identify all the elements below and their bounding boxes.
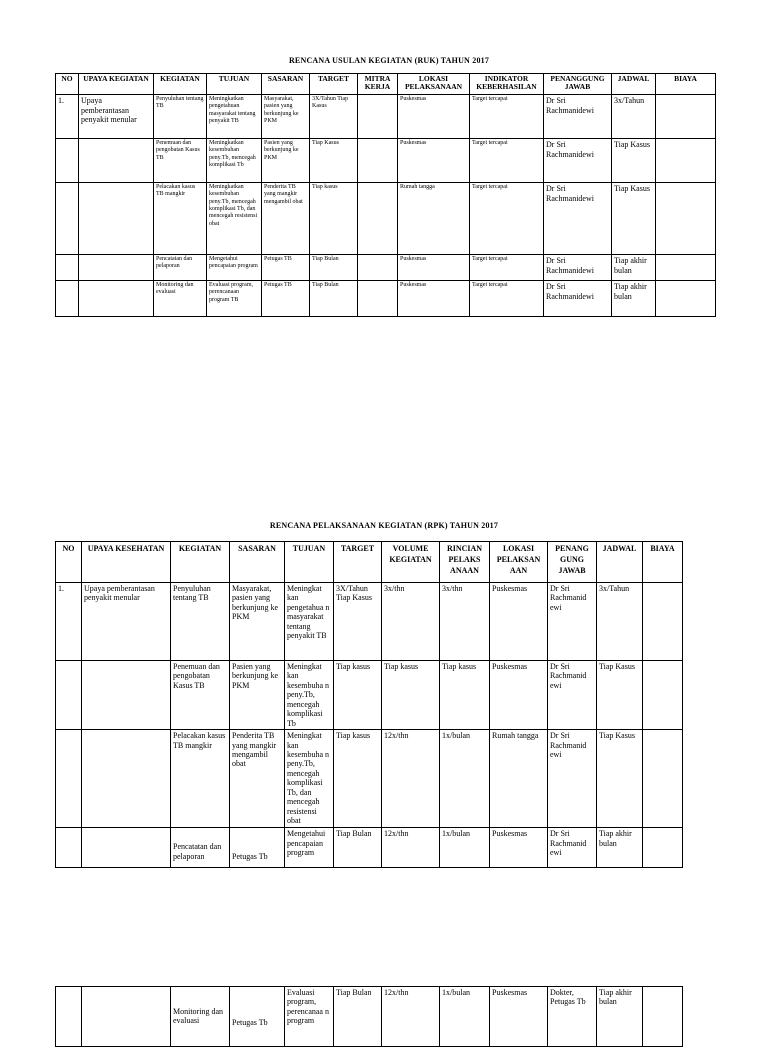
rincian-cell: 1x/bulan — [440, 987, 490, 1047]
rpk-header-cell: PENANG GUNG JAWAB — [548, 542, 597, 583]
rpk-table — [55, 541, 683, 868]
row-number: 1. — [56, 583, 82, 661]
table-row — [56, 183, 716, 255]
mitra-cell — [358, 281, 398, 317]
upaya-cell — [82, 987, 171, 1047]
volume-cell: 3x/thn — [382, 583, 440, 661]
sasaran-cell: Petugas Tb — [230, 987, 285, 1047]
jadwal-cell: Tiap Kasus — [597, 730, 643, 828]
sasaran-cell: Pasien yang berkunjung ke PKM — [262, 139, 310, 183]
rincian-cell: 3x/thn — [440, 583, 490, 661]
pj-cell: Dr Sri Rachmanid ewi — [548, 828, 597, 868]
biaya-cell — [643, 828, 683, 868]
table-row — [56, 828, 683, 868]
kegiatan-cell: Monitoring dan evaluasi — [171, 987, 230, 1047]
table-row — [56, 139, 716, 183]
kegiatan-cell: Pencatatan dan pelaporan — [154, 255, 207, 281]
upaya-cell — [79, 139, 154, 183]
tujuan-cell: Mengetahui pencapaian program — [285, 828, 334, 868]
target-cell: Tiap Bulan — [310, 281, 358, 317]
target-cell: Tiap kasus — [310, 183, 358, 255]
jadwal-cell: 3x/Tahun — [597, 583, 643, 661]
indikator-cell: Target tercapai — [470, 139, 544, 183]
jadwal-cell: Tiap akhir bulan — [612, 281, 656, 317]
biaya-cell — [656, 95, 716, 139]
jadwal-cell: Tiap Kasus — [612, 139, 656, 183]
volume-cell: Tiap kasus — [382, 661, 440, 730]
target-cell: 3X/Tahun Tiap Kasus — [334, 583, 382, 661]
pj-cell: Dr Sri Rachmanid ewi — [548, 661, 597, 730]
tujuan-cell: Meningkatkan kesembuhan peny.Tb, mencegah komplikasi Tb, dan mencegah resistensi obat — [207, 183, 262, 255]
upaya-cell — [79, 183, 154, 255]
upaya-cell — [82, 730, 171, 828]
rpk-header-cell: LOKASI PELAKSAN AAN — [490, 542, 548, 583]
target-cell: Tiap Bulan — [310, 255, 358, 281]
kegiatan-cell: Pencatatan dan pelaporan — [171, 828, 230, 868]
jadwal-cell: Tiap Kasus — [612, 183, 656, 255]
ruk-header-cell: UPAYA KEGIATAN — [79, 74, 154, 95]
row-number — [56, 183, 79, 255]
ruk-header-cell: TUJUAN — [207, 74, 262, 95]
tujuan-cell: Mengetahui pencapaian program — [207, 255, 262, 281]
kegiatan-cell: Penemuan dan pengobatan Kasus TB — [154, 139, 207, 183]
rpk-header-cell: KEGIATAN — [171, 542, 230, 583]
upaya-cell — [82, 661, 171, 730]
rpk-header-cell: SASARAN — [230, 542, 285, 583]
rpk-header-cell: RINCIAN PELAKS ANAAN — [440, 542, 490, 583]
rpk-header-cell: BIAYA — [643, 542, 683, 583]
mitra-cell — [358, 183, 398, 255]
target-cell: Tiap kasus — [334, 730, 382, 828]
jadwal-cell: Tiap akhir bulan — [597, 987, 643, 1047]
lokasi-cell: Puskesmas — [398, 139, 470, 183]
ruk-title: RENCANA USULAN KEGIATAN (RUK) TAHUN 2017 — [288, 56, 490, 65]
ruk-header-cell: MITRA KERJA — [358, 74, 398, 95]
ruk-table — [55, 73, 716, 317]
biaya-cell — [643, 730, 683, 828]
ruk-header-cell: PENANGGUNG JAWAB — [544, 74, 612, 95]
jadwal-cell: 3x/Tahun — [612, 95, 656, 139]
rpk-header-cell: TUJUAN — [285, 542, 334, 583]
table-row — [56, 730, 683, 828]
ruk-header-cell: JADWAL — [612, 74, 656, 95]
tujuan-cell: Meningkatkan pengetahuan masyarakat tentang penyakit TB — [207, 95, 262, 139]
lokasi-cell: Puskesmas — [398, 281, 470, 317]
target-cell: Tiap kasus — [334, 661, 382, 730]
indikator-cell: Target tercapai — [470, 183, 544, 255]
rincian-cell: Tiap kasus — [440, 661, 490, 730]
sasaran-cell: Masyarakat, pasien yang berkunjung ke PKM — [262, 95, 310, 139]
pj-cell: Dr Sri Rachmanidewi — [544, 255, 612, 281]
kegiatan-cell: Penyuluhan tentang TB — [171, 583, 230, 661]
tujuan-cell: Meningkat kan kesembuha n peny.Tb, mencegah komplikasi Tb, dan mencegah resistensi obat — [285, 730, 334, 828]
rpk-title: RENCANA PELAKSANAAN KEGIATAN (RPK) TAHUN 2017 — [269, 521, 499, 530]
jadwal-cell: Tiap akhir bulan — [612, 255, 656, 281]
biaya-cell — [643, 661, 683, 730]
rpk-header-cell: UPAYA KESEHATAN — [82, 542, 171, 583]
jadwal-cell: Tiap Kasus — [597, 661, 643, 730]
pj-cell: Dr Sri Rachmanidewi — [544, 281, 612, 317]
sasaran-cell: Masyarakat, pasien yang berkunjung ke PKM — [230, 583, 285, 661]
table-row — [56, 255, 716, 281]
ruk-header-cell: SASARAN — [262, 74, 310, 95]
table-row — [56, 95, 716, 139]
sasaran-cell: Petugas TB — [262, 255, 310, 281]
pj-cell: Dr Sri Rachmanidewi — [544, 183, 612, 255]
target-cell: Tiap Bulan — [334, 987, 382, 1047]
row-number — [56, 139, 79, 183]
kegiatan-cell: Pelacakan kasus TB mangkir — [171, 730, 230, 828]
row-number — [56, 661, 82, 730]
rincian-cell: 1x/bulan — [440, 828, 490, 868]
upaya-cell — [79, 255, 154, 281]
tujuan-cell: Meningkat kan kesembuha n peny.Tb, mencegah komplikasi Tb — [285, 661, 334, 730]
biaya-cell — [643, 987, 683, 1047]
row-number — [56, 730, 82, 828]
pj-cell: Dr Sri Rachmanid ewi — [548, 583, 597, 661]
indikator-cell: Target tercapai — [470, 281, 544, 317]
indikator-cell: Target tercapai — [470, 95, 544, 139]
biaya-cell — [656, 183, 716, 255]
tujuan-cell: Evaluasi program, perencanaa n program — [285, 987, 334, 1047]
mitra-cell — [358, 95, 398, 139]
biaya-cell — [643, 583, 683, 661]
row-number — [56, 987, 82, 1047]
upaya-cell — [82, 828, 171, 868]
row-number: 1. — [56, 95, 79, 139]
rincian-cell: 1x/bulan — [440, 730, 490, 828]
target-cell: 3X/Tahun Tiap Kasus — [310, 95, 358, 139]
rpk-table-continued — [55, 986, 683, 1047]
target-cell: Tiap Kasus — [310, 139, 358, 183]
biaya-cell — [656, 139, 716, 183]
mitra-cell — [358, 255, 398, 281]
rpk-header-cell: NO — [56, 542, 82, 583]
tujuan-cell: Evaluasi program, perencanaan program TB — [207, 281, 262, 317]
volume-cell: 12x/thn — [382, 828, 440, 868]
kegiatan-cell: Pelacakan kasus TB mangkir — [154, 183, 207, 255]
kegiatan-cell: Penyuluhan tentang TB — [154, 95, 207, 139]
ruk-header-cell: NO — [56, 74, 79, 95]
lokasi-cell: Puskesmas — [490, 583, 548, 661]
row-number — [56, 281, 79, 317]
biaya-cell — [656, 255, 716, 281]
rpk-header-cell: VOLUME KEGIATAN — [382, 542, 440, 583]
ruk-header-cell: KEGIATAN — [154, 74, 207, 95]
kegiatan-cell: Penemuan dan pengobatan Kasus TB — [171, 661, 230, 730]
sasaran-cell: Penderita TB yang mangkir mengambil obat — [262, 183, 310, 255]
lokasi-cell: Puskesmas — [398, 95, 470, 139]
table-row — [56, 661, 683, 730]
biaya-cell — [656, 281, 716, 317]
upaya-cell: Upaya pemberantasan penyakit menular — [79, 95, 154, 139]
tujuan-cell: Meningkatkan kesembuhan peny.Tb, mencegah komplikasi Tb — [207, 139, 262, 183]
lokasi-cell: Rumah tangga — [398, 183, 470, 255]
table-row — [56, 987, 683, 1047]
jadwal-cell: Tiap akhir bulan — [597, 828, 643, 868]
pj-cell: Dr Sri Rachmanidewi — [544, 139, 612, 183]
pj-cell: Dr Sri Rachmanidewi — [544, 95, 612, 139]
ruk-header-cell: LOKASI PELAKSANAAN — [398, 74, 470, 95]
pj-cell: Dokter, Petugas Tb — [548, 987, 597, 1047]
target-cell: Tiap Bulan — [334, 828, 382, 868]
row-number — [56, 255, 79, 281]
volume-cell: 12x/thn — [382, 987, 440, 1047]
rpk-header-cell: TARGET — [334, 542, 382, 583]
tujuan-cell: Meningkat kan pengetahua n masyarakat tentang penyakit TB — [285, 583, 334, 661]
ruk-header-row — [56, 74, 716, 95]
indikator-cell: Target tercapai — [470, 255, 544, 281]
lokasi-cell: Puskesmas — [490, 828, 548, 868]
table-row — [56, 281, 716, 317]
rpk-header-row — [56, 542, 683, 583]
ruk-header-cell: TARGET — [310, 74, 358, 95]
rpk-header-cell: JADWAL — [597, 542, 643, 583]
kegiatan-cell: Monitoring dan evaluasi — [154, 281, 207, 317]
mitra-cell — [358, 139, 398, 183]
row-number — [56, 828, 82, 868]
lokasi-cell: Puskesmas — [490, 661, 548, 730]
upaya-cell: Upaya pemberantasan penyakit menular — [82, 583, 171, 661]
pj-cell: Dr Sri Rachmanid ewi — [548, 730, 597, 828]
lokasi-cell: Puskesmas — [398, 255, 470, 281]
lokasi-cell: Puskesmas — [490, 987, 548, 1047]
sasaran-cell: Petugas Tb — [230, 828, 285, 868]
volume-cell: 12x/thn — [382, 730, 440, 828]
table-row — [56, 583, 683, 661]
upaya-cell — [79, 281, 154, 317]
sasaran-cell: Penderita TB yang mangkir mengambil obat — [230, 730, 285, 828]
ruk-header-cell: BIAYA — [656, 74, 716, 95]
sasaran-cell: Pasien yang berkunjung ke PKM — [230, 661, 285, 730]
ruk-header-cell: INDIKATOR KEBERHASILAN — [470, 74, 544, 95]
lokasi-cell: Rumah tangga — [490, 730, 548, 828]
sasaran-cell: Petugas TB — [262, 281, 310, 317]
